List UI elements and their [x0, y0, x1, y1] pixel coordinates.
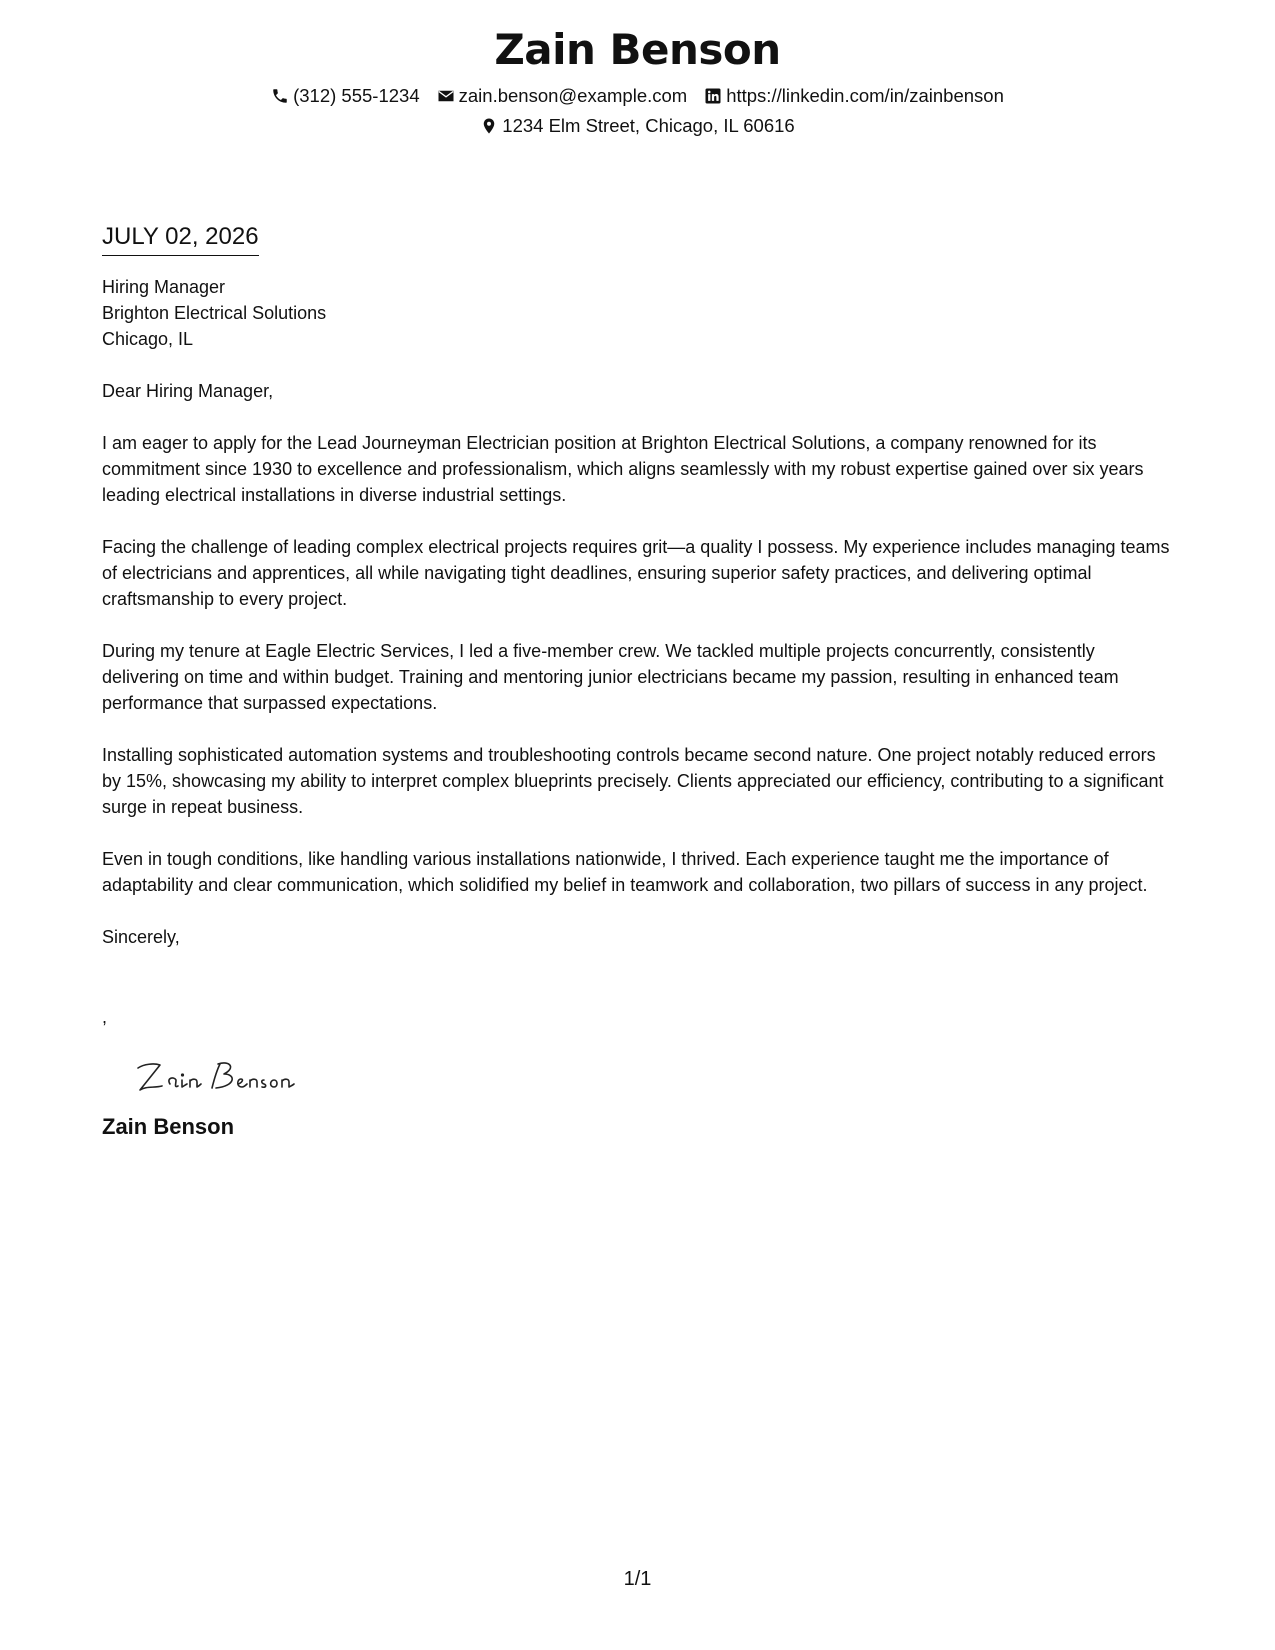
- letter-header: [0, 22, 1275, 141]
- contact-address: [480, 111, 794, 141]
- closing: Sincerely,: [102, 927, 180, 947]
- sender-name: Zain Benson: [494, 25, 781, 74]
- contact-row: [0, 81, 1275, 111]
- contact-phone: [271, 81, 420, 111]
- body-paragraph: I am eager to apply for the Lead Journeyman Electrician position at Brighton Electrical Solutions, a company renowned for its commitment since 1930 to excellence and professionalism, which aligns seamlessly with my robust expertise gained over six years leading electrical installations in diverse industrial settings.: [102, 433, 1144, 505]
- body-paragraph: Facing the challenge of leading complex electrical projects requires grit—a quality I possess. My experience includes managing teams of electricians and apprentices, all while navigating tight deadlines, ensuring superior safety practices, and delivering optimal craftsmanship to every project.: [102, 537, 1170, 609]
- email-link[interactable]: zain.benson@example.com: [458, 85, 688, 106]
- recipient-company: Brighton Electrical Solutions: [102, 303, 327, 323]
- envelope-icon: [437, 87, 455, 105]
- body-paragraph: During my tenure at Eagle Electric Services, I led a five-member crew. We tackled multiple projects concurrently, consistently delivering on time and within budget. Training and mentoring junior electricians became my passion, resulting in enhanced team performance that surpassed expectations.: [102, 641, 1119, 713]
- address-row: [0, 111, 1275, 141]
- letter-body: [102, 220, 1172, 1142]
- page-indicator: 1/1: [623, 1568, 652, 1590]
- linkedin-icon: [704, 87, 722, 105]
- address-text: 1234 Elm Street, Chicago, IL 60616: [502, 115, 795, 136]
- contact-linkedin[interactable]: [704, 81, 1004, 111]
- salutation: Dear Hiring Manager,: [102, 381, 274, 401]
- linkedin-link[interactable]: https://linkedin.com/in/zainbenson: [726, 85, 1004, 106]
- recipient-title: Hiring Manager: [102, 277, 226, 297]
- signature-comma: ,: [102, 1007, 108, 1027]
- signer-name: Zain Benson: [102, 1114, 235, 1139]
- body-paragraph: Even in tough conditions, like handling various installations nationwide, I thrived. Each experience taught me the importance of adaptability and clear communication, which solidified my belief in teamwork and collaboration, two pillars of success in any project.: [102, 849, 1148, 895]
- phone-text: (312) 555-1234: [293, 85, 420, 106]
- contact-email[interactable]: [437, 81, 688, 111]
- map-pin-icon: [480, 117, 498, 135]
- letter-date: JULY 02, 2026: [102, 220, 259, 256]
- recipient-block: [102, 274, 1172, 352]
- phone-icon: [271, 87, 289, 105]
- handwritten-signature: [132, 1050, 332, 1100]
- recipient-location: Chicago, IL: [102, 329, 194, 349]
- body-paragraph: Installing sophisticated automation systems and troubleshooting controls became second nature. One project notably reduced errors by 15%, showcasing my ability to interpret complex blueprints precisely. Clients appreciated our efficiency, contributing to a significant surge in repeat business.: [102, 745, 1164, 817]
